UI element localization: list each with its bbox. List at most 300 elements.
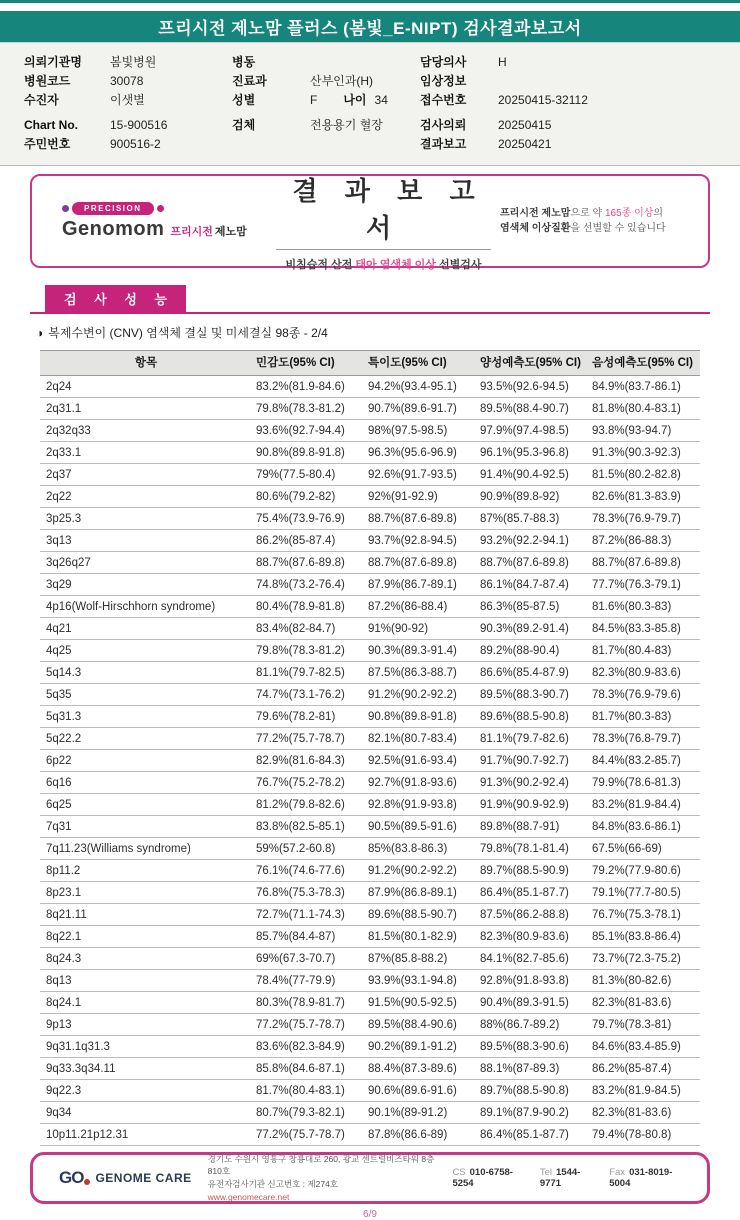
table-cell-item: 9q33.3q34.11: [40, 1058, 252, 1080]
brand-name: Genomom: [62, 217, 165, 240]
table-cell-value: 90.9%(89.8-92): [476, 486, 588, 508]
table-cell-value: 87%(85.8-88.2): [364, 948, 476, 970]
table-cell-value: 84.6%(83.4-85.9): [588, 1036, 700, 1058]
table-cell-value: 72.7%(71.1-74.3): [252, 904, 364, 926]
table-cell-value: 78.4%(77-79.9): [252, 970, 364, 992]
table-cell-value: 93.5%(92.6-94.5): [476, 376, 588, 398]
side-bold-1: 프리시전 제노맘: [500, 207, 571, 219]
table-row: [40, 838, 700, 860]
side-accent: 165종 이상: [604, 207, 654, 219]
table-cell-value: 87.5%(86.2-88.8): [476, 904, 588, 926]
table-cell-value: 96.3%(95.6-96.9): [364, 442, 476, 464]
genomom-logo: [62, 202, 267, 241]
table-caption-text: 복제수변이 (CNV) 염색체 결실 및 미세결실 98종 - 2/4: [48, 326, 328, 340]
table-cell-value: 90.2%(89.1-91.2): [364, 1036, 476, 1058]
table-cell-item: 6q25: [40, 794, 252, 816]
table-cell-value: 81.7%(80.4-83.1): [252, 1080, 364, 1102]
col-header-specificity: 특이도(95% CI): [364, 351, 476, 376]
table-cell-value: 92%(91-92.9): [364, 486, 476, 508]
footer-contacts: [452, 1167, 685, 1189]
table-header-row: [40, 351, 700, 376]
table-cell-value: 84.5%(83.3-85.8): [588, 618, 700, 640]
table-cell-value: 81.2%(79.8-82.6): [252, 794, 364, 816]
info-field: [232, 53, 420, 72]
table-cell-value: 79.7%(78.3-81): [588, 1014, 700, 1036]
table-cell-value: 77.2%(75.7-78.7): [252, 1124, 364, 1146]
table-row: [40, 552, 700, 574]
table-row: [40, 728, 700, 750]
table-cell-value: 81.1%(79.7-82.6): [476, 728, 588, 750]
brand-row: [62, 218, 267, 241]
table-cell-value: 90.6%(89.6-91.6): [364, 1080, 476, 1102]
table-cell-item: 3q29: [40, 574, 252, 596]
table-cell-value: 80.6%(79.2-82): [252, 486, 364, 508]
subtitle-suffix: 선별검사: [435, 258, 482, 271]
info-field-value: 15-900516: [110, 118, 168, 132]
info-field: [24, 135, 232, 154]
table-cell-value: 85%(83.8-86.3): [364, 838, 476, 860]
table-row: [40, 398, 700, 420]
table-cell-value: 87.2%(86-88.3): [588, 530, 700, 552]
table-cell-value: 89.6%(88.5-90.7): [364, 904, 476, 926]
table-row: [40, 596, 700, 618]
table-cell-value: 96.1%(95.3-96.8): [476, 442, 588, 464]
info-field: [232, 72, 420, 91]
table-cell-item: 8q21.11: [40, 904, 252, 926]
table-cell-item: 6q16: [40, 772, 252, 794]
table-cell-value: 85.8%(84.6-87.1): [252, 1058, 364, 1080]
genome-care-logo: [59, 1168, 192, 1188]
patient-info-col-1: [24, 53, 232, 153]
performance-table: [40, 350, 700, 1146]
table-row: [40, 1102, 700, 1124]
table-cell-value: 83.6%(82.3-84.9): [252, 1036, 364, 1058]
table-cell-item: 7q31: [40, 816, 252, 838]
section-title-chip: 검 사 성 능: [45, 285, 186, 312]
info-field-label: 임상정보: [420, 74, 467, 88]
table-cell-value: 90.5%(89.5-91.6): [364, 816, 476, 838]
table-cell-item: 8q24.1: [40, 992, 252, 1014]
table-cell-value: 86.6%(85.4-87.9): [476, 662, 588, 684]
info-field-label: 나이: [343, 93, 367, 107]
table-cell-value: 93.9%(93.1-94.8): [364, 970, 476, 992]
side-note-line-2: [500, 221, 690, 237]
table-cell-value: 89.7%(88.5-90.8): [476, 1080, 588, 1102]
table-cell-value: 92.8%(91.9-93.8): [364, 794, 476, 816]
table-cell-value: 90.1%(89-91.2): [364, 1102, 476, 1124]
table-cell-value: 82.3%(81-83.6): [588, 1102, 700, 1124]
table-cell-value: 82.9%(81.6-84.3): [252, 750, 364, 772]
table-row: [40, 882, 700, 904]
table-cell-value: 83.2%(81.9-84.4): [588, 794, 700, 816]
info-field: [420, 72, 720, 91]
table-cell-value: 90.4%(89.3-91.5): [476, 992, 588, 1014]
info-field-label: 주민번호: [24, 137, 71, 151]
footer-website-link[interactable]: www.genomecare.net: [207, 1191, 290, 1202]
table-cell-value: 88.7%(87.6-89.8): [364, 552, 476, 574]
table-cell-value: 92.6%(91.7-93.5): [364, 464, 476, 486]
table-cell-value: 97.9%(97.4-98.5): [476, 420, 588, 442]
contact-label: CS: [452, 1167, 466, 1178]
table-cell-value: 84.9%(83.7-86.1): [588, 376, 700, 398]
table-cell-value: 80.4%(78.9-81.8): [252, 596, 364, 618]
table-cell-value: 88.7%(87.6-89.8): [364, 508, 476, 530]
table-cell-value: 83.2%(81.9-84.6): [252, 376, 364, 398]
performance-table-body: [40, 376, 700, 1146]
page-title: 프리시전 제노맘 플러스 (봄빛_E-NIPT) 검사결과보고서: [158, 19, 582, 38]
half-circle-icon: ◑: [36, 325, 44, 340]
precision-badge-row: [62, 202, 267, 215]
table-row: [40, 794, 700, 816]
table-cell-value: 91.3%(90.3-92.3): [588, 442, 700, 464]
table-cell-value: 59%(57.2-60.8): [252, 838, 364, 860]
info-field-value: 이샛별: [110, 93, 145, 107]
table-row: [40, 772, 700, 794]
table-row: [40, 1124, 700, 1146]
patient-info-panel: [0, 42, 740, 166]
table-cell-value: 86.2%(85-87.4): [252, 530, 364, 552]
table-cell-item: 9p13: [40, 1014, 252, 1036]
table-cell-item: 8q22.1: [40, 926, 252, 948]
info-field-label: 수진자: [24, 93, 59, 107]
table-row: [40, 618, 700, 640]
table-cell-value: 91.9%(90.9-92.9): [476, 794, 588, 816]
table-cell-value: 81.7%(80.4-83): [588, 640, 700, 662]
table-cell-value: 90.3%(89.3-91.4): [364, 640, 476, 662]
table-cell-value: 78.3%(76.9-79.6): [588, 684, 700, 706]
genome-care-mark-icon: GO: [59, 1168, 90, 1188]
table-cell-value: 67.5%(66-69): [588, 838, 700, 860]
report-subtitle: [267, 256, 500, 272]
report-side-note: [500, 206, 690, 237]
table-cell-value: 93.8%(93-94.7): [588, 420, 700, 442]
table-cell-value: 88%(86.7-89.2): [476, 1014, 588, 1036]
table-cell-value: 86.1%(84.7-87.4): [476, 574, 588, 596]
table-cell-value: 79.4%(78-80.8): [588, 1124, 700, 1146]
report-title-block: [267, 171, 500, 272]
table-cell-value: 79.8%(78.3-81.2): [252, 398, 364, 420]
col-header-npv: 음성예측도(95% CI): [588, 351, 700, 376]
table-caption: [36, 324, 704, 341]
table-cell-item: 5q35: [40, 684, 252, 706]
table-cell-item: 4q25: [40, 640, 252, 662]
table-row: [40, 662, 700, 684]
table-cell-value: 90.8%(89.8-91.8): [252, 442, 364, 464]
side-end-2: 을 선별할 수 있습니다: [570, 223, 666, 234]
table-cell-value: 79.9%(78.6-81.3): [588, 772, 700, 794]
table-cell-item: 8p11.2: [40, 860, 252, 882]
report-title-bar: [0, 11, 740, 42]
brand-kr-accent: 프리시전: [170, 225, 213, 238]
table-cell-value: 81.7%(80.3-83): [588, 706, 700, 728]
table-cell-value: 92.7%(91.8-93.6): [364, 772, 476, 794]
contact-value: 031-8019-5004: [609, 1167, 673, 1189]
table-cell-value: 88.7%(87.6-89.8): [588, 552, 700, 574]
info-field-label: 병동: [232, 55, 256, 69]
table-cell-item: 4q21: [40, 618, 252, 640]
table-cell-value: 84.1%(82.7-85.6): [476, 948, 588, 970]
brand-kr: 제노맘: [214, 225, 247, 238]
info-field-label: 결과보고: [420, 137, 467, 151]
table-cell-value: 83.4%(82-84.7): [252, 618, 364, 640]
table-cell-item: 5q14.3: [40, 662, 252, 684]
table-cell-value: 91.7%(90.7-92.7): [476, 750, 588, 772]
table-cell-value: 76.1%(74.6-77.6): [252, 860, 364, 882]
table-cell-value: 84.4%(83.2-85.7): [588, 750, 700, 772]
table-cell-value: 73.7%(72.3-75.2): [588, 948, 700, 970]
table-cell-value: 78.3%(76.9-79.7): [588, 508, 700, 530]
table-cell-value: 88.7%(87.6-89.8): [252, 552, 364, 574]
info-field-label: 접수번호: [420, 93, 467, 107]
subtitle-prefix: 비침습적 산전: [285, 258, 356, 271]
table-cell-value: 74.8%(73.2-76.4): [252, 574, 364, 596]
table-row: [40, 1014, 700, 1036]
info-field: [24, 72, 232, 91]
footer-contact: [540, 1167, 595, 1189]
table-row: [40, 442, 700, 464]
table-cell-value: 81.6%(80.3-83): [588, 596, 700, 618]
patient-info-col-3: [420, 53, 720, 153]
table-cell-value: 82.3%(80.9-83.6): [476, 926, 588, 948]
footer-address-block: [208, 1153, 437, 1204]
info-field: [420, 91, 720, 110]
table-row: [40, 970, 700, 992]
table-row: [40, 530, 700, 552]
table-cell-value: 82.3%(80.9-83.6): [588, 662, 700, 684]
table-cell-item: 7q11.23(Williams syndrome): [40, 838, 252, 860]
footer-address-1: 경기도 수원시 영통구 창룡대로 260, 광교 센트럴비즈타워 8층 810호: [207, 1153, 435, 1177]
table-row: [40, 486, 700, 508]
table-cell-value: 77.7%(76.3-79.1): [588, 574, 700, 596]
table-cell-value: 75.4%(73.9-76.9): [252, 508, 364, 530]
table-cell-value: 87%(85.7-88.3): [476, 508, 588, 530]
table-cell-item: 9q34: [40, 1102, 252, 1124]
table-cell-item: 2q33.1: [40, 442, 252, 464]
table-cell-value: 89.7%(88.5-90.9): [476, 860, 588, 882]
table-row: [40, 948, 700, 970]
table-row: [40, 706, 700, 728]
info-field-value: 산부인과(H): [310, 74, 374, 88]
table-cell-item: 8q13: [40, 970, 252, 992]
top-accent-strip: [0, 0, 740, 3]
info-field: [232, 91, 420, 110]
table-cell-value: 88.1%(87-89.3): [476, 1058, 588, 1080]
info-field-label: 진료과: [232, 74, 267, 88]
table-cell-value: 92.5%(91.6-93.4): [364, 750, 476, 772]
table-cell-value: 82.1%(80.7-83.4): [364, 728, 476, 750]
badge-dot-icon: [62, 205, 69, 212]
col-header-sensitivity: 민감도(95% CI): [252, 351, 364, 376]
table-cell-value: 81.8%(80.4-83.1): [588, 398, 700, 420]
table-cell-value: 87.5%(86.3-88.7): [364, 662, 476, 684]
table-row: [40, 1058, 700, 1080]
table-cell-value: 82.3%(81-83.6): [588, 992, 700, 1014]
info-field-label: 병원코드: [24, 74, 71, 88]
table-cell-value: 91.2%(90.2-92.2): [364, 860, 476, 882]
table-cell-value: 86.3%(85-87.5): [476, 596, 588, 618]
table-cell-value: 79.1%(77.7-80.5): [588, 882, 700, 904]
table-cell-value: 90.8%(89.8-91.8): [364, 706, 476, 728]
table-cell-value: 76.7%(75.2-78.2): [252, 772, 364, 794]
contact-label: Fax: [609, 1167, 626, 1178]
table-cell-item: 2q24: [40, 376, 252, 398]
table-row: [40, 684, 700, 706]
table-cell-item: 2q32q33: [40, 420, 252, 442]
table-cell-value: 89.1%(87.9-90.2): [476, 1102, 588, 1124]
table-cell-value: 86.4%(85.1-87.7): [476, 1124, 588, 1146]
table-cell-value: 89.5%(88.3-90.7): [476, 684, 588, 706]
table-cell-value: 69%(67.3-70.7): [252, 948, 364, 970]
table-row: [40, 750, 700, 772]
table-cell-value: 87.9%(86.8-89.1): [364, 882, 476, 904]
table-cell-value: 84.8%(83.6-86.1): [588, 816, 700, 838]
table-cell-value: 81.3%(80-82.6): [588, 970, 700, 992]
col-header-ppv: 양성예측도(95% CI): [476, 351, 588, 376]
section-header: [30, 285, 710, 314]
precision-badge: PRECISION: [72, 202, 154, 215]
table-cell-item: 10p11.21p12.31: [40, 1124, 252, 1146]
contact-label: Tel: [539, 1167, 552, 1178]
side-end-1: 의: [653, 207, 664, 219]
info-field-value: 전용용기 혈장: [310, 118, 383, 132]
table-row: [40, 904, 700, 926]
info-field-label: 검사의뢰: [420, 118, 467, 132]
page-number: 6/9: [363, 1209, 377, 1220]
info-field-value: F: [310, 93, 318, 107]
table-row: [40, 1036, 700, 1058]
table-cell-value: 77.2%(75.7-78.7): [252, 1014, 364, 1036]
table-cell-item: 9q22.3: [40, 1080, 252, 1102]
table-cell-value: 76.8%(75.3-78.3): [252, 882, 364, 904]
table-cell-item: 8q24.3: [40, 948, 252, 970]
table-cell-item: 3p25.3: [40, 508, 252, 530]
table-cell-item: 2q37: [40, 464, 252, 486]
table-cell-item: 3q26q27: [40, 552, 252, 574]
table-cell-value: 89.5%(88.4-90.6): [364, 1014, 476, 1036]
table-cell-value: 78.3%(76.8-79.7): [588, 728, 700, 750]
table-row: [40, 926, 700, 948]
table-row: [40, 816, 700, 838]
footer-contact: [452, 1167, 525, 1189]
info-field: [420, 53, 720, 72]
info-field: [232, 116, 420, 135]
info-field-value: 30078: [110, 74, 144, 88]
table-cell-item: 5q22.2: [40, 728, 252, 750]
table-cell-value: 82.6%(81.3-83.9): [588, 486, 700, 508]
table-row: [40, 574, 700, 596]
table-cell-item: 2q31.1: [40, 398, 252, 420]
table-cell-value: 93.6%(92.7-94.4): [252, 420, 364, 442]
table-cell-item: 2q22: [40, 486, 252, 508]
table-cell-value: 76.7%(75.3-78.1): [588, 904, 700, 926]
info-field: [420, 116, 720, 135]
info-field-label: 담당의사: [420, 55, 467, 69]
table-cell-value: 93.7%(92.8-94.5): [364, 530, 476, 552]
info-field-value: 20250415-32112: [498, 93, 588, 107]
table-cell-value: 88.7%(87.6-89.8): [476, 552, 588, 574]
table-cell-value: 83.2%(81.9-84.5): [588, 1080, 700, 1102]
footer-contact: [609, 1167, 685, 1189]
table-row: [40, 860, 700, 882]
report-title-divider: [276, 249, 491, 250]
table-cell-value: 89.6%(88.5-90.8): [476, 706, 588, 728]
table-cell-value: 79%(77.5-80.4): [252, 464, 364, 486]
info-field-value: 34: [374, 93, 388, 107]
table-cell-value: 85.7%(84.4-87): [252, 926, 364, 948]
info-field-value: 20250421: [498, 137, 552, 151]
table-cell-value: 89.5%(88.4-90.7): [476, 398, 588, 420]
patient-info-col-2: [232, 53, 420, 153]
contact-value: 1544-9771: [539, 1167, 581, 1189]
table-cell-value: 80.7%(79.3-82.1): [252, 1102, 364, 1124]
side-note-line-1: [500, 206, 690, 222]
table-cell-value: 77.2%(75.7-78.7): [252, 728, 364, 750]
table-row: [40, 640, 700, 662]
badge-dot-icon: [157, 205, 164, 212]
col-header-item: 항목: [40, 351, 252, 376]
info-field-value: 900516-2: [110, 137, 161, 151]
table-cell-value: 85.1%(83.8-86.4): [588, 926, 700, 948]
info-field-label: Chart No.: [24, 118, 78, 132]
table-cell-value: 87.8%(86.6-89): [364, 1124, 476, 1146]
table-row: [40, 1080, 700, 1102]
info-field-value: H: [498, 55, 507, 69]
info-field: [24, 116, 232, 135]
info-field: [420, 135, 720, 154]
table-cell-value: 91%(90-92): [364, 618, 476, 640]
table-cell-value: 87.9%(86.7-89.1): [364, 574, 476, 596]
table-cell-value: 89.8%(88.7-91): [476, 816, 588, 838]
table-cell-value: 79.8%(78.3-81.2): [252, 640, 364, 662]
table-cell-value: 74.7%(73.1-76.2): [252, 684, 364, 706]
table-cell-value: 86.4%(85.1-87.7): [476, 882, 588, 904]
table-cell-value: 91.5%(90.5-92.5): [364, 992, 476, 1014]
table-row: [40, 420, 700, 442]
table-cell-value: 94.2%(93.4-95.1): [364, 376, 476, 398]
table-cell-value: 83.8%(82.5-85.1): [252, 816, 364, 838]
table-cell-value: 98%(97.5-98.5): [364, 420, 476, 442]
table-cell-value: 90.7%(89.6-91.7): [364, 398, 476, 420]
table-cell-item: 3q13: [40, 530, 252, 552]
info-field: [24, 53, 232, 72]
result-report-header-box: [30, 174, 710, 271]
table-cell-value: 87.2%(86-88.4): [364, 596, 476, 618]
info-field-label: 성별: [232, 93, 256, 107]
table-cell-value: 93.2%(92.2-94.1): [476, 530, 588, 552]
table-cell-item: 6p22: [40, 750, 252, 772]
table-cell-value: 90.3%(89.2-91.4): [476, 618, 588, 640]
table-row: [40, 376, 700, 398]
table-row: [40, 508, 700, 530]
table-cell-value: 89.5%(88.3-90.6): [476, 1036, 588, 1058]
table-cell-value: 81.5%(80.2-82.8): [588, 464, 700, 486]
footer-address-2: 유전자검사기관 신고번호 : 제274호: [207, 1179, 339, 1189]
table-cell-value: 80.3%(78.9-81.7): [252, 992, 364, 1014]
side-bold-2: 염색체 이상질환: [500, 223, 571, 234]
side-mid: 으로 약: [570, 207, 605, 219]
contact-value: 010-6758-5254: [452, 1167, 513, 1189]
table-cell-value: 91.3%(90.2-92.4): [476, 772, 588, 794]
table-cell-item: 8p23.1: [40, 882, 252, 904]
table-cell-value: 91.4%(90.4-92.5): [476, 464, 588, 486]
table-cell-value: 86.2%(85-87.4): [588, 1058, 700, 1080]
table-row: [40, 992, 700, 1014]
table-cell-value: 81.1%(79.7-82.5): [252, 662, 364, 684]
subtitle-accent: 태아 염색체 이상: [355, 258, 436, 271]
table-cell-value: 79.8%(78.1-81.4): [476, 838, 588, 860]
info-field-value: 20250415: [498, 118, 552, 132]
table-cell-value: 92.8%(91.8-93.8): [476, 970, 588, 992]
